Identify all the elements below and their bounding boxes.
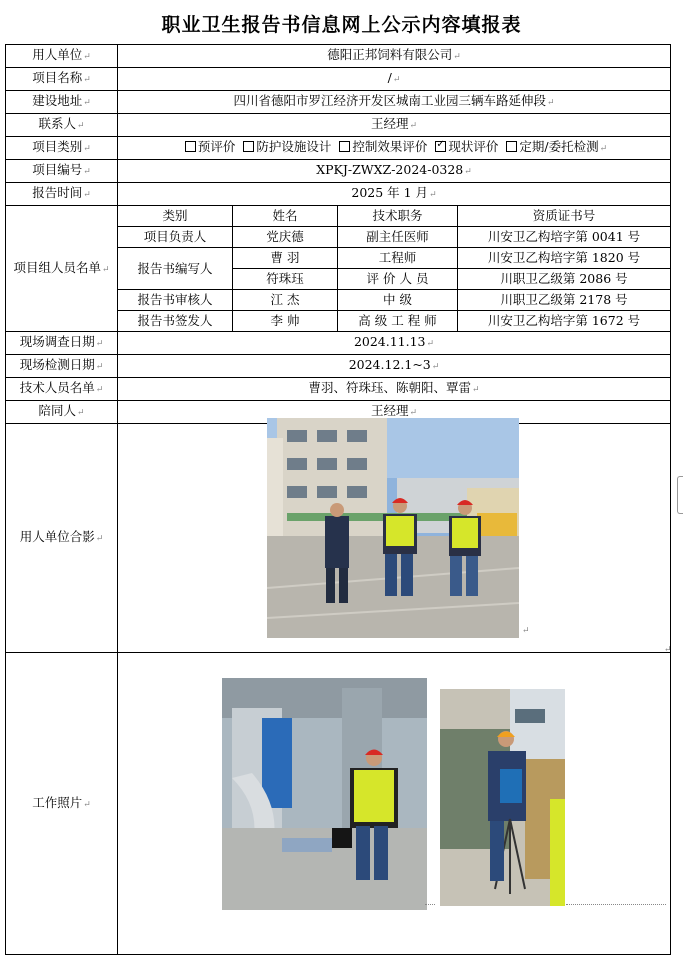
report-time-value: 2025 年 1 月↵	[118, 183, 671, 206]
team-role: 报告书审核人	[118, 290, 233, 311]
row-project-no	[6, 160, 671, 183]
project-name-label: 项目名称↵	[6, 68, 118, 91]
checkbox-icon	[185, 141, 196, 152]
contact-value: 王经理↵	[118, 114, 671, 137]
row-category	[6, 137, 671, 160]
team-cert: 川职卫乙级第 2086 号	[458, 269, 671, 290]
paragraph-mark: ↵	[522, 626, 530, 636]
survey-date-label: 现场调查日期↵	[6, 332, 118, 355]
team-name: 李 帅	[233, 311, 338, 332]
team-cert: 川安卫乙构培字第 1820 号	[458, 248, 671, 269]
row-tech-staff	[6, 378, 671, 401]
companion-label: 陪同人↵	[6, 401, 118, 424]
team-label: 项目组人员名单↵	[6, 206, 118, 332]
team-cert: 川安卫乙构培字第 1672 号	[458, 311, 671, 332]
team-role: 报告书签发人	[118, 311, 233, 332]
employer-value: 德阳正邦饲料有限公司↵	[118, 45, 671, 68]
team-cert: 川职卫乙级第 2178 号	[458, 290, 671, 311]
category-label: 项目类别↵	[6, 137, 118, 160]
project-no-value: XPKJ-ZWXZ-2024-0328↵	[118, 160, 671, 183]
team-name: 党庆德	[233, 227, 338, 248]
employer-label: 用人单位↵	[6, 45, 118, 68]
team-title: 高 级 工 程 师	[338, 311, 458, 332]
report-time-label: 报告时间↵	[6, 183, 118, 206]
row-contact	[6, 114, 671, 137]
companion-value: 王经理↵	[118, 401, 671, 424]
project-name-value: /↵	[118, 68, 671, 91]
team-title: 评 价 人 员	[338, 269, 458, 290]
project-no-label: 项目编号↵	[6, 160, 118, 183]
checkbox-checked-icon	[435, 141, 446, 152]
row-employer	[6, 45, 671, 68]
team-role: 项目负责人	[118, 227, 233, 248]
tech-staff-value: 曹羽、符珠珏、陈朝阳、覃雷↵	[118, 378, 671, 401]
contact-label: 联系人↵	[6, 114, 118, 137]
team-header-title: 技术职务	[338, 206, 458, 227]
site-value: 四川省德阳市罗江经济开发区城南工业园三辆车路延伸段↵	[118, 91, 671, 114]
category-option-control[interactable]: 控制效果评价	[335, 139, 427, 154]
checkbox-icon	[243, 141, 254, 152]
dotted-rule	[566, 904, 666, 905]
checkbox-icon	[506, 141, 517, 152]
category-option-status[interactable]: ✓ 现状评价	[431, 139, 498, 154]
row-survey-date	[6, 332, 671, 355]
checkbox-icon	[339, 141, 350, 152]
team-header-name: 姓名	[233, 206, 338, 227]
category-options: 预评价 防护设施设计 控制效果评价 ✓ 现状评价 定期/委托检测↵	[118, 137, 671, 160]
team-header-role: 类别	[118, 206, 233, 227]
row-report-time	[6, 183, 671, 206]
row-site	[6, 91, 671, 114]
team-header-cert: 资质证书号	[458, 206, 671, 227]
team-title: 中 级	[338, 290, 458, 311]
category-option-pre[interactable]: 预评价	[181, 139, 236, 154]
side-panel-tab[interactable]	[677, 476, 683, 514]
group-photo-label: 用人单位合影↵	[6, 424, 118, 653]
team-header-row	[6, 206, 671, 227]
team-name: 江 杰	[233, 290, 338, 311]
team-title: 副主任医师	[338, 227, 458, 248]
test-date-label: 现场检测日期↵	[6, 355, 118, 378]
category-option-periodic[interactable]: 定期/委托检测	[502, 139, 598, 154]
tech-staff-label: 技术人员名单↵	[6, 378, 118, 401]
dotted-rule	[425, 904, 435, 905]
team-name: 符珠珏	[233, 269, 338, 290]
team-cert: 川安卫乙构培字第 0041 号	[458, 227, 671, 248]
team-role: 报告书编写人	[118, 248, 233, 290]
category-option-design[interactable]: 防护设施设计	[239, 139, 331, 154]
work-photo-right	[440, 689, 565, 906]
group-photo	[267, 418, 519, 638]
paragraph-mark: ↵	[664, 645, 672, 655]
team-name: 曹 羽	[233, 248, 338, 269]
survey-date-value: 2024.11.13↵	[118, 332, 671, 355]
team-title: 工程师	[338, 248, 458, 269]
row-project-name	[6, 68, 671, 91]
work-photo-left	[222, 678, 427, 910]
work-photo-label: 工作照片↵	[6, 653, 118, 955]
site-label: 建设地址↵	[6, 91, 118, 114]
test-date-value: 2024.12.1~3↵	[118, 355, 671, 378]
page-title: 职业卫生报告书信息网上公示内容填报表	[161, 14, 522, 36]
row-test-date	[6, 355, 671, 378]
